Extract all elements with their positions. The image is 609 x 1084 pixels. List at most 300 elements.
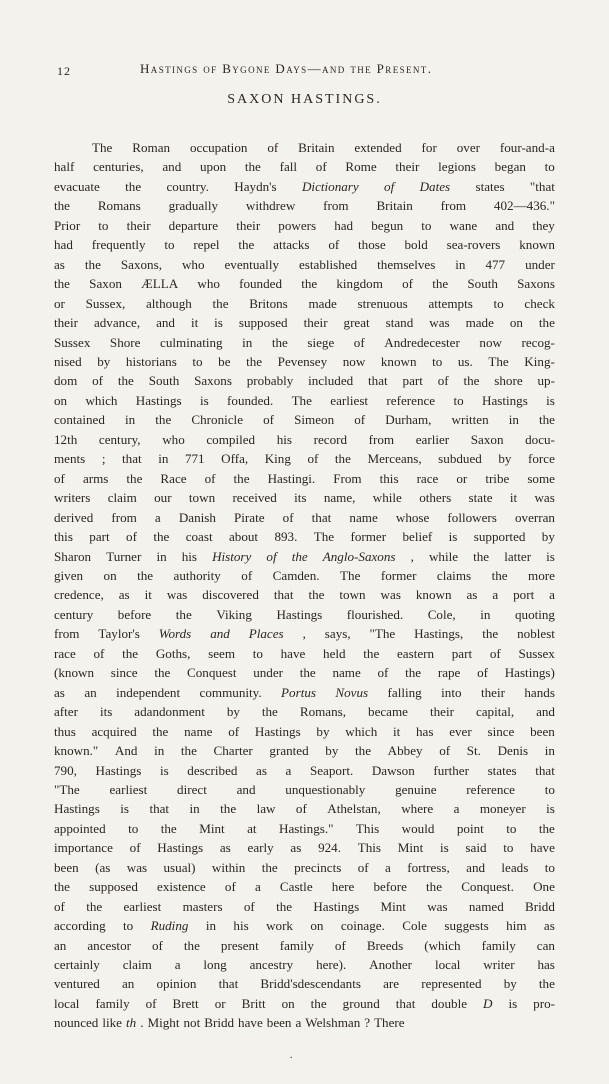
word: in — [544, 743, 555, 759]
word: the — [122, 645, 139, 661]
italic-word: th — [126, 1015, 137, 1031]
word: family — [481, 937, 516, 953]
text-line — [54, 216, 555, 235]
word: Hastings — [276, 606, 323, 622]
word: for — [421, 140, 437, 155]
word: sea-rovers — [446, 237, 501, 253]
word: Conquest — [187, 665, 237, 681]
word: Brett — [172, 995, 199, 1011]
word: seem — [208, 645, 235, 661]
word: of — [151, 937, 163, 953]
word: eventually — [224, 256, 280, 272]
word: in — [125, 412, 136, 428]
text-line — [54, 391, 555, 410]
word: and — [162, 159, 182, 175]
text-line — [54, 294, 555, 313]
word: state — [468, 490, 493, 506]
word: earliest — [330, 392, 369, 408]
word: Camden. — [272, 567, 320, 583]
text-line — [54, 274, 555, 293]
word: the — [355, 743, 372, 759]
word: Cole, — [427, 606, 456, 622]
word: Saxons — [194, 373, 232, 389]
word: kingdom — [336, 276, 383, 292]
text-line — [54, 566, 555, 585]
word: reference — [386, 392, 436, 408]
word: of — [228, 723, 240, 739]
word: Another — [369, 957, 413, 973]
word: his — [276, 431, 292, 447]
word: him — [506, 918, 527, 934]
word: of — [315, 159, 327, 175]
word: ÆLLA — [141, 276, 179, 292]
word: 771 — [184, 451, 205, 467]
word: is — [439, 840, 449, 856]
word: their — [395, 159, 420, 175]
word: Charter — [213, 743, 253, 759]
word: ? — [364, 1015, 371, 1031]
word: begun — [371, 217, 404, 233]
word: of — [402, 276, 414, 292]
word: Viking — [216, 606, 252, 622]
word: stand — [385, 315, 414, 331]
word: the — [299, 665, 316, 681]
word: the — [261, 859, 278, 875]
word: direct — [177, 781, 207, 797]
word: known — [519, 237, 555, 253]
text-line — [54, 1013, 555, 1032]
word: its — [294, 490, 307, 506]
word: have — [238, 1015, 263, 1031]
word: although — [145, 295, 192, 311]
word: Hastings, — [414, 626, 464, 642]
word: was — [166, 587, 188, 603]
word: themselves — [377, 256, 436, 272]
word: Mint — [199, 820, 225, 836]
word: made — [308, 295, 337, 311]
word: the — [125, 178, 142, 194]
word: by — [498, 451, 512, 467]
word: importance — [54, 840, 113, 856]
word: was — [429, 315, 450, 331]
text-line — [54, 508, 555, 527]
word: centuries, — [93, 159, 144, 175]
word: as — [54, 684, 65, 700]
word: century, — [98, 431, 141, 447]
word: at — [247, 820, 257, 836]
word: powers — [278, 217, 317, 233]
word: the — [244, 159, 261, 175]
word: who — [197, 276, 220, 292]
word: Saxons — [517, 276, 555, 292]
word: appointed — [54, 820, 106, 836]
word: represented — [421, 976, 482, 992]
word: while — [428, 548, 459, 564]
word: in — [205, 918, 216, 934]
word: an — [84, 684, 97, 700]
word: that — [395, 995, 416, 1011]
word: Hastings — [254, 723, 301, 739]
word: coast — [185, 529, 213, 545]
section-title: SAXON HASTINGS. — [227, 92, 382, 107]
word: ventured — [54, 976, 100, 992]
word: (which — [424, 937, 461, 953]
word: advance, — [93, 315, 141, 331]
word: Bridd — [204, 1015, 235, 1031]
word: shore — [494, 373, 523, 389]
word: a — [154, 509, 161, 525]
word: a — [549, 587, 555, 603]
word: is — [120, 801, 129, 817]
text-line — [54, 974, 555, 993]
word: and — [536, 704, 555, 720]
word: Bridd'sdescendants — [260, 976, 361, 992]
word: One — [533, 879, 555, 895]
word: is — [546, 548, 555, 564]
word: of — [282, 509, 294, 525]
italic-word: Dictionary — [301, 178, 359, 194]
word: of — [267, 140, 279, 155]
word: the — [54, 198, 70, 214]
word: a — [174, 957, 181, 973]
word: had — [54, 237, 73, 253]
word: ments — [54, 451, 86, 467]
word: of — [263, 412, 275, 428]
word: part — [89, 529, 110, 545]
italic-word: Words — [158, 626, 192, 642]
word: to — [506, 820, 517, 836]
word: nounced — [54, 1015, 99, 1031]
word: siege — [307, 334, 335, 350]
word: to — [98, 217, 109, 233]
word: given — [54, 567, 84, 583]
word: unquestionably — [285, 781, 366, 797]
word: of — [353, 334, 365, 350]
word: the — [473, 548, 490, 564]
word: adandonment — [134, 704, 205, 720]
word: said — [465, 840, 487, 856]
word: over — [456, 140, 480, 155]
word: is — [159, 762, 169, 778]
running-head: Hastings of Bygone Days—and the Present. — [140, 61, 433, 76]
word: under — [253, 665, 284, 681]
word: quoting — [514, 606, 555, 622]
word: of — [241, 567, 253, 583]
word: the — [482, 626, 499, 642]
word: to — [493, 295, 504, 311]
word: to — [453, 392, 464, 408]
word: noblest — [517, 626, 555, 642]
word: Saxon — [470, 431, 504, 447]
word: a — [385, 859, 391, 875]
word: on — [103, 567, 117, 583]
word: into — [441, 684, 462, 700]
word: The — [291, 392, 312, 408]
word: included — [308, 373, 354, 389]
word: overran — [514, 509, 555, 525]
word: an — [54, 937, 67, 953]
word: here — [331, 879, 355, 895]
word: his — [233, 918, 249, 934]
word: to — [544, 781, 555, 797]
word: written — [451, 412, 489, 428]
word: subdued — [438, 451, 482, 467]
word: which — [85, 392, 118, 408]
text-line — [54, 663, 555, 682]
word: extended — [354, 140, 402, 155]
word: of — [224, 879, 236, 895]
word: early — [247, 840, 274, 856]
word: before — [373, 879, 407, 895]
word: arms — [82, 470, 109, 486]
word: departure — [168, 217, 219, 233]
word: force — [528, 451, 555, 467]
word: have — [530, 840, 555, 856]
word: is — [448, 529, 458, 545]
word: from — [368, 431, 395, 447]
word: of — [354, 412, 366, 428]
word: established — [298, 256, 358, 272]
word: double — [431, 995, 468, 1011]
word: by — [226, 704, 240, 720]
word: those — [358, 237, 386, 253]
word: There — [374, 1015, 405, 1031]
word: former — [350, 529, 387, 545]
word: rape — [437, 665, 461, 681]
word: check — [524, 295, 555, 311]
word: from — [111, 509, 137, 525]
word: Taylor's — [98, 626, 140, 642]
word: in — [242, 334, 253, 350]
word: whose — [395, 509, 430, 525]
word: Romans, — [299, 704, 347, 720]
word: culminating — [160, 334, 223, 350]
word: Mint — [380, 898, 406, 914]
word: is — [214, 315, 223, 331]
word: eastern — [396, 645, 435, 661]
word: be — [218, 353, 231, 369]
word: suggests — [444, 918, 489, 934]
text-line — [54, 605, 555, 624]
word: and — [156, 315, 175, 331]
word: Merceans, — [367, 451, 422, 467]
word: of — [437, 373, 449, 389]
word: where — [401, 801, 434, 817]
word: . — [140, 1015, 144, 1031]
word: Cole — [402, 918, 427, 934]
word: that — [218, 976, 239, 992]
word: as — [219, 840, 231, 856]
word: their — [429, 704, 454, 720]
word: contained — [54, 412, 105, 428]
word: falling — [387, 684, 422, 700]
word: Seaport. — [309, 762, 354, 778]
word: the — [54, 879, 70, 895]
word: four-and-a — [499, 140, 555, 155]
word: Hastings — [95, 762, 142, 778]
word: it — [144, 587, 152, 603]
text-line — [54, 313, 555, 332]
word: described — [187, 762, 238, 778]
word: existence — [157, 879, 206, 895]
word: to — [503, 840, 514, 856]
text-line — [54, 371, 555, 390]
word: occupation — [189, 140, 248, 155]
word: and — [495, 217, 515, 233]
word: the — [538, 976, 555, 992]
word: hands — [524, 684, 555, 700]
word: derived — [54, 509, 94, 525]
word: wane — [449, 217, 478, 233]
word: as — [290, 840, 302, 856]
word: earliest — [123, 898, 162, 914]
word: the — [426, 879, 443, 895]
word: on — [281, 995, 295, 1011]
text-line — [54, 741, 555, 760]
word: Saxon — [89, 276, 122, 292]
word: was — [126, 859, 148, 875]
word: latter — [504, 548, 532, 564]
word: are — [383, 976, 400, 992]
word: "The — [54, 781, 80, 797]
word: their — [303, 315, 328, 331]
word: local — [54, 995, 80, 1011]
word: received — [232, 490, 277, 506]
text-line — [54, 488, 555, 507]
word: the — [334, 451, 351, 467]
text-line — [54, 157, 555, 176]
text-line — [54, 761, 555, 780]
word: town — [339, 587, 366, 603]
word: held — [323, 645, 346, 661]
word: the — [175, 606, 192, 622]
word: South — [148, 373, 180, 389]
word: This — [357, 840, 382, 856]
word: the — [538, 315, 555, 331]
word: the — [160, 820, 177, 836]
word: or — [214, 995, 226, 1011]
text-line — [54, 333, 555, 352]
word: states — [487, 762, 517, 778]
word: ancestry — [249, 957, 294, 973]
word: that — [368, 373, 388, 389]
word: the — [84, 256, 101, 272]
word: the — [276, 898, 293, 914]
word: the — [126, 470, 143, 486]
word: in — [508, 412, 519, 428]
word: Welshman — [305, 1015, 361, 1031]
word: Britons — [249, 295, 288, 311]
word: community. — [199, 684, 262, 700]
word: evacuate — [54, 178, 100, 194]
text-line — [54, 877, 555, 896]
word: his — [181, 548, 197, 564]
word: under — [525, 256, 555, 272]
word: Roman — [132, 140, 171, 155]
word: 477 — [485, 256, 506, 272]
word: the — [183, 937, 200, 953]
word: historians — [125, 353, 177, 369]
word: can — [536, 937, 555, 953]
word: of — [204, 470, 216, 486]
text-line — [54, 780, 555, 799]
word: that — [311, 509, 332, 525]
word: Conquest. — [461, 879, 514, 895]
page-number: 12 — [57, 64, 71, 78]
word: 790, — [54, 762, 77, 778]
word: from — [323, 198, 349, 214]
word: docu- — [525, 431, 555, 447]
word: from — [54, 626, 80, 642]
italic-word: of — [266, 548, 277, 564]
text-line — [54, 138, 555, 157]
word: Simeon — [294, 412, 335, 428]
word: to — [164, 237, 175, 253]
word: work — [266, 918, 293, 934]
word: flourished. — [346, 606, 404, 622]
word: part — [451, 645, 473, 661]
word: race — [416, 470, 439, 486]
word: as — [256, 762, 267, 778]
word: Haydn's — [234, 178, 277, 194]
word: precincts — [294, 859, 342, 875]
word: that — [149, 801, 170, 817]
word: name — [349, 509, 378, 525]
word: Hastings) — [504, 665, 555, 681]
word: our — [154, 490, 172, 506]
word: local — [434, 957, 461, 973]
italic-word: the — [291, 548, 308, 564]
word: discovered — [202, 587, 259, 603]
word: 12th — [54, 431, 78, 447]
word: writers — [54, 490, 91, 506]
word: granted — [269, 743, 309, 759]
word: upon — [199, 159, 227, 175]
word: to — [544, 859, 555, 875]
word: The — [488, 353, 509, 369]
word: of — [145, 995, 157, 1011]
word: in — [480, 606, 491, 622]
text-line — [54, 430, 555, 449]
word: of — [357, 859, 369, 875]
word: on — [509, 315, 523, 331]
word: Hastings." — [279, 820, 334, 836]
word: further — [433, 762, 469, 778]
text-line — [54, 858, 555, 877]
footer-mark: . — [290, 1050, 293, 1061]
word: as — [543, 918, 555, 934]
word: have — [280, 645, 306, 661]
word: of — [92, 373, 104, 389]
word: This — [355, 820, 380, 836]
word: probably — [246, 373, 294, 389]
word: to — [123, 918, 134, 934]
word: and — [466, 859, 486, 875]
word: , — [410, 548, 414, 564]
word: St. — [466, 743, 481, 759]
word: Sharon — [54, 548, 92, 564]
word: the — [491, 567, 508, 583]
word: as — [118, 587, 130, 603]
word: Abbey — [387, 743, 423, 759]
italic-word: History — [212, 548, 252, 564]
word: was — [534, 490, 555, 506]
word: coinage. — [340, 918, 385, 934]
italic-word: Portus — [281, 684, 316, 700]
word: in — [455, 256, 466, 272]
word: Hastings — [54, 801, 100, 817]
text-line — [54, 196, 555, 215]
